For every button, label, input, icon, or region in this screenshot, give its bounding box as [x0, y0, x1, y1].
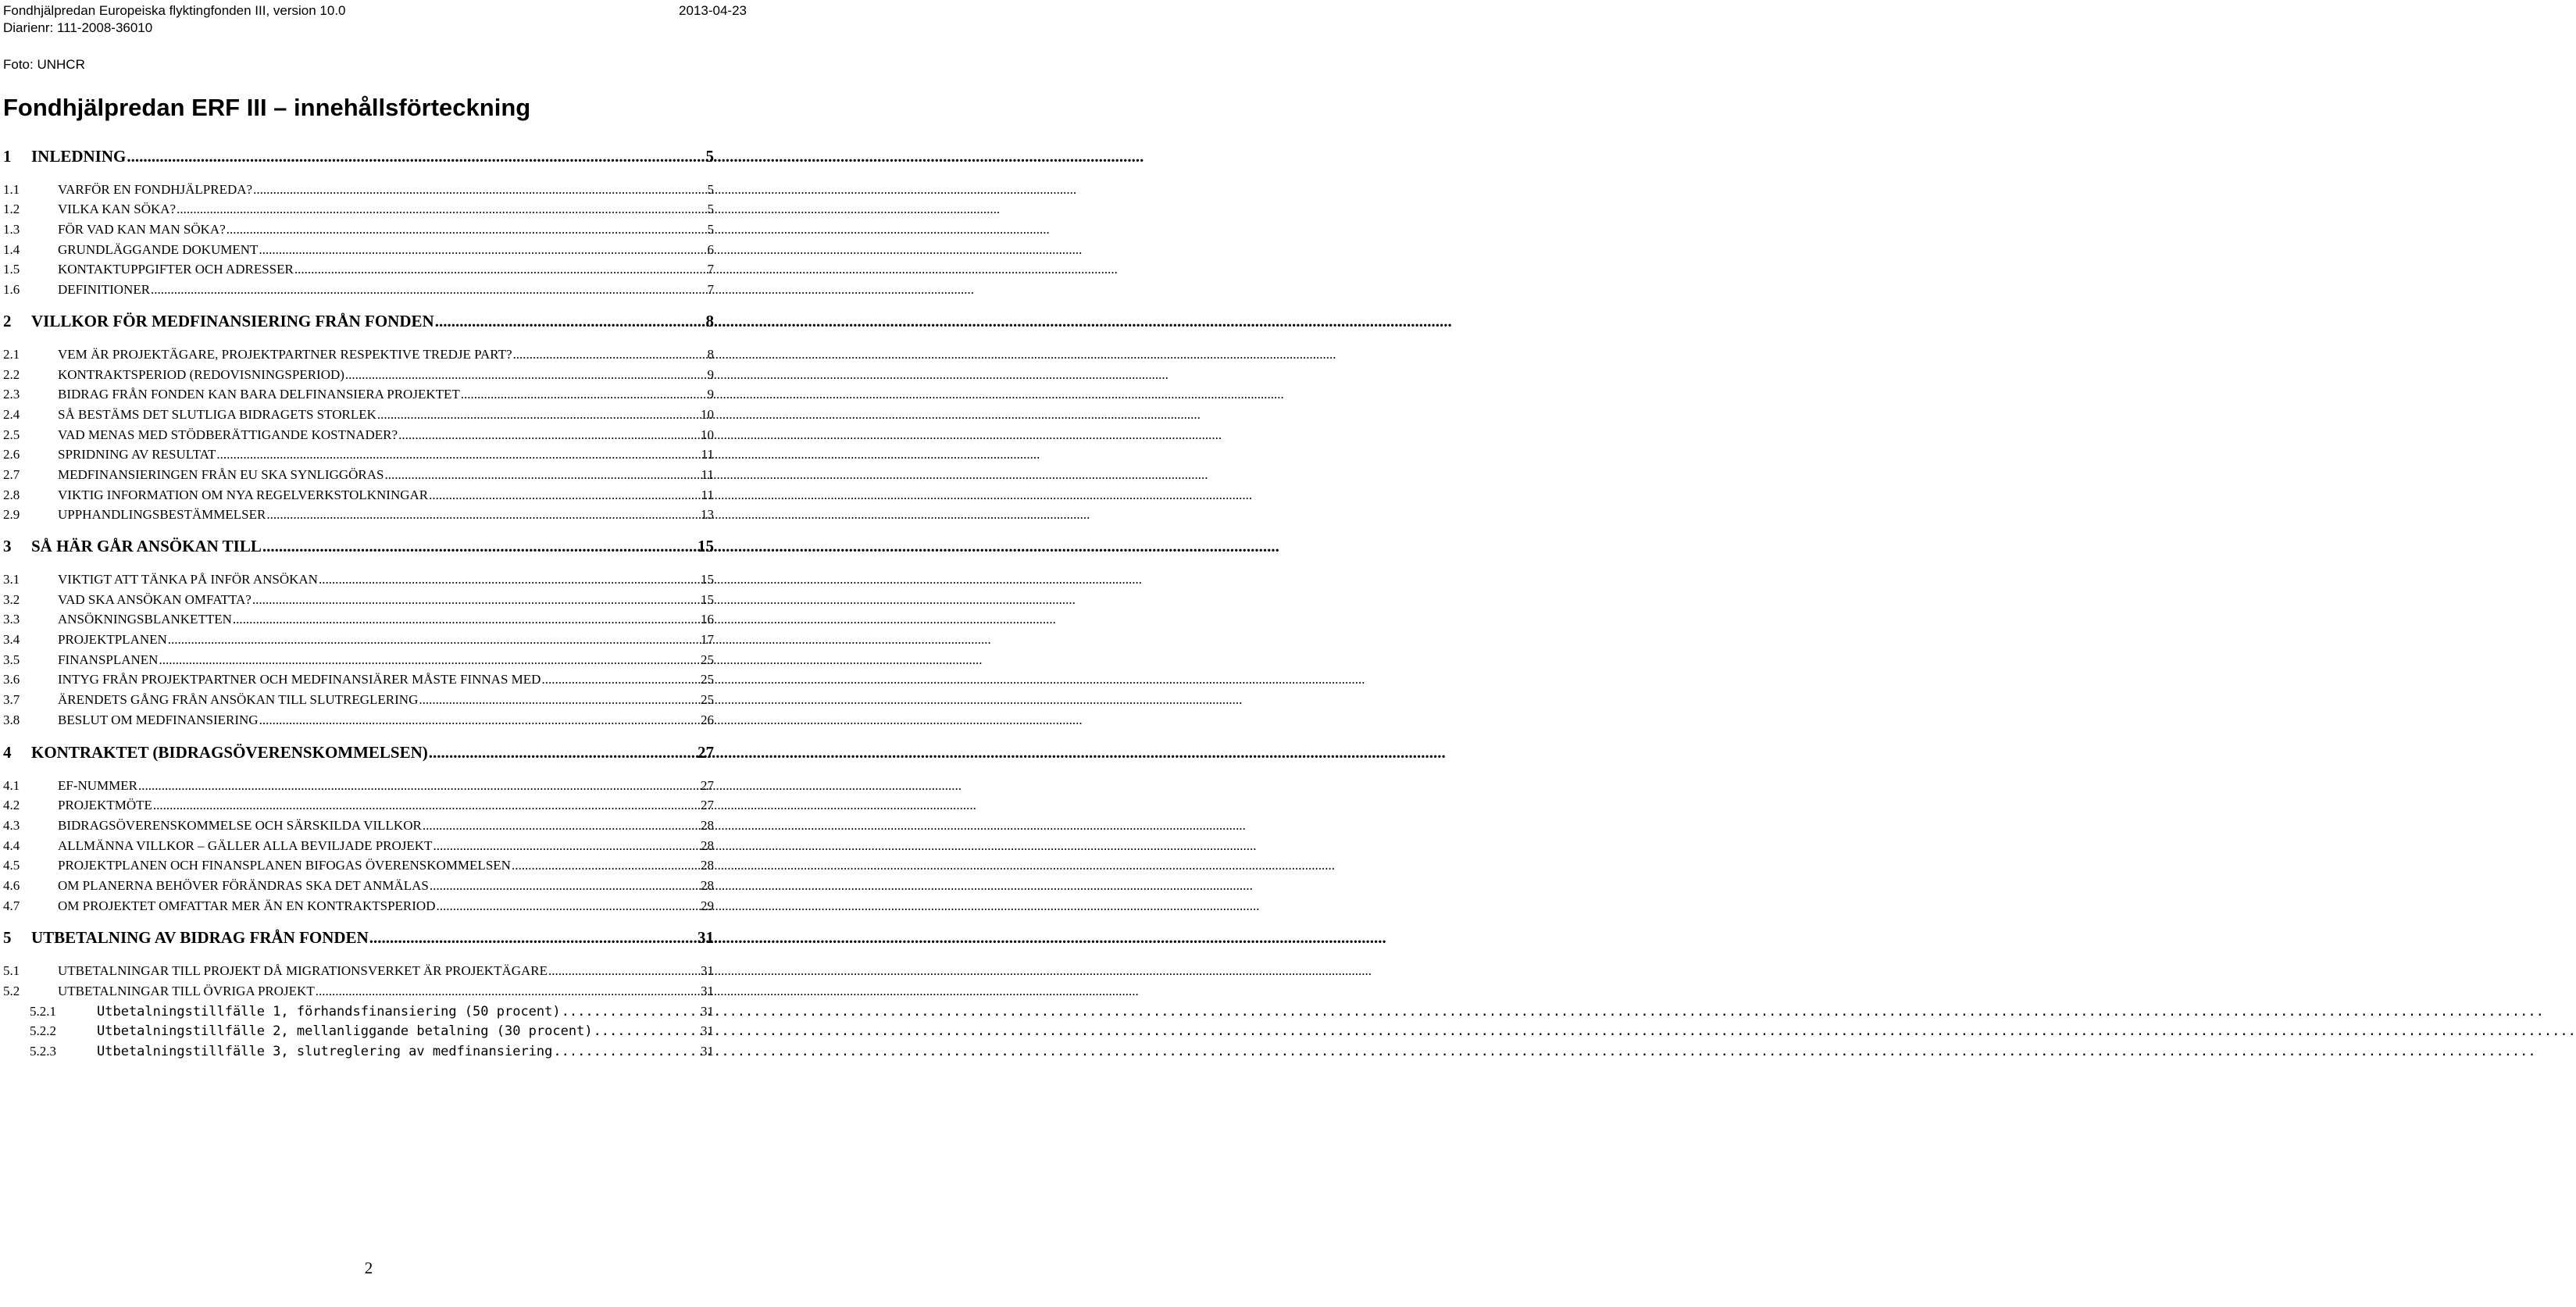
toc-number: 1.4	[3, 242, 20, 257]
toc-entry[interactable]	[3, 366, 714, 384]
toc-leader	[594, 1023, 700, 1040]
toc-entry[interactable]	[3, 1023, 714, 1040]
toc-leader	[384, 466, 700, 484]
toc-number: 4.1	[3, 778, 20, 793]
toc-page: 5	[707, 222, 714, 237]
toc-title: BIDRAG FRÅN FONDEN KAN BARA DELFINANSIERA PROJEKTET	[58, 387, 460, 402]
toc-page: 11	[701, 467, 714, 482]
toc-page: 6	[707, 242, 714, 257]
toc-page: 15	[701, 572, 714, 587]
toc-number: 3.2	[3, 592, 20, 607]
toc-page: 31	[701, 1004, 714, 1019]
toc-leader	[461, 386, 707, 403]
toc-number: 4.4	[3, 838, 20, 853]
toc-number: 2.4	[3, 407, 20, 422]
toc-number: 5.2.3	[30, 1044, 56, 1059]
toc-entry[interactable]	[3, 691, 714, 709]
toc-leader	[138, 777, 700, 795]
toc-page: 10	[701, 407, 714, 422]
toc-entry[interactable]	[3, 898, 714, 915]
toc-leader	[153, 797, 700, 814]
toc-entry[interactable]	[3, 1003, 714, 1020]
toc-leader	[259, 241, 706, 259]
toc-number: 3	[3, 537, 12, 555]
toc-page: 27	[701, 798, 714, 812]
toc-title: ALLMÄNNA VILLKOR – GÄLLER ALLA BEVILJADE PROJEKT	[58, 838, 433, 853]
toc-title: PROJEKTMÖTE	[58, 798, 152, 812]
page-number-text: 2	[364, 1259, 373, 1277]
toc-entry[interactable]	[3, 1043, 714, 1060]
photo-credit: Foto: UNHCR	[3, 57, 85, 72]
toc-number: 5.1	[3, 963, 20, 978]
toc-page: 17	[701, 632, 714, 647]
toc-page: 8	[707, 347, 714, 362]
toc-number: 5.2	[3, 984, 20, 998]
toc-number: 1.2	[3, 202, 20, 216]
toc-number: 4.6	[3, 878, 20, 893]
toc-number: 2.2	[3, 367, 20, 382]
toc-entry[interactable]	[3, 983, 714, 1000]
toc-leader	[433, 837, 700, 855]
toc-number: 3.1	[3, 572, 20, 587]
page-title: Fondhjälpredan ERF III – innehållsförteckning	[3, 94, 531, 121]
toc-title: OM PLANERNA BEHÖVER FÖRÄNDRAS SKA DET ANMÄLAS	[58, 878, 429, 893]
toc-page: 31	[701, 1023, 714, 1038]
toc-title: VEM ÄR PROJEKTÄGARE, PROJEKTPARTNER RESPEKTIVE TREDJE PART?	[58, 347, 512, 362]
toc-entry[interactable]	[3, 571, 714, 588]
toc-leader	[423, 817, 700, 834]
toc-title: VAD SKA ANSÖKAN OMFATTA?	[58, 592, 252, 607]
toc-number: 3.8	[3, 712, 20, 727]
toc-entry[interactable]	[3, 652, 714, 669]
toc-entry[interactable]	[3, 346, 714, 363]
toc-leader	[513, 346, 707, 363]
toc-title: UTBETALNING AV BIDRAG FRÅN FONDEN	[31, 928, 369, 947]
toc-entry[interactable]	[3, 671, 714, 688]
toc-page: 31	[701, 1044, 714, 1059]
toc-title: GRUNDLÄGGANDE DOKUMENT	[58, 242, 259, 257]
toc-title: VILLKOR FÖR MEDFINANSIERING FRÅN FONDEN	[31, 312, 434, 330]
toc-leader	[262, 536, 697, 556]
toc-page: 25	[701, 652, 714, 667]
toc-page: 13	[701, 507, 714, 522]
toc-leader	[436, 898, 700, 915]
toc-title: OM PROJEKTET OMFATTAR MER ÄN EN KONTRAKTSPERIOD	[58, 898, 436, 913]
toc-title: SPRIDNING AV RESULTAT	[58, 447, 216, 462]
toc-number: 1.1	[3, 182, 20, 197]
toc-number: 3.3	[3, 612, 20, 627]
toc-page: 5	[707, 202, 714, 216]
toc-title: BESLUT OM MEDFINANSIERING	[58, 712, 259, 727]
toc-entry[interactable]	[3, 506, 714, 523]
toc-number: 2.3	[3, 387, 20, 402]
toc-number: 4.2	[3, 798, 20, 812]
toc-page: 16	[701, 612, 714, 627]
toc-leader	[253, 181, 706, 198]
toc-number: 5.2.1	[30, 1004, 56, 1019]
toc-entry[interactable]	[3, 146, 714, 166]
toc-entry[interactable]	[3, 427, 714, 444]
toc-entry[interactable]	[3, 281, 714, 298]
toc-entry[interactable]	[3, 631, 714, 648]
toc-page: 8	[705, 312, 714, 330]
toc-page: 25	[701, 692, 714, 707]
toc-title: PROJEKTPLANEN	[58, 632, 167, 647]
document-date: 2013-04-23	[679, 3, 747, 18]
toc-number: 5.2.2	[30, 1023, 56, 1038]
toc-number: 4.3	[3, 818, 20, 833]
toc-leader	[159, 652, 700, 669]
toc-leader	[345, 366, 707, 384]
toc-entry[interactable]	[3, 611, 714, 628]
toc-entry[interactable]	[3, 181, 714, 198]
toc-title: Utbetalningstillfälle 2, mellanliggande betalning (30 procent)	[97, 1023, 593, 1039]
toc-entry[interactable]	[3, 386, 714, 403]
toc-page: 28	[701, 838, 714, 853]
toc-number: 4.5	[3, 858, 20, 873]
toc-leader	[553, 1043, 700, 1060]
toc-title: BIDRAGSÖVERENSKOMMELSE OCH SÄRSKILDA VILLKOR	[58, 818, 422, 833]
toc-title: UTBETALNINGAR TILL ÖVRIGA PROJEKT	[58, 984, 315, 998]
toc-leader	[429, 487, 701, 504]
toc-number: 5	[3, 928, 12, 947]
toc-title: PROJEKTPLANEN OCH FINANSPLANEN BIFOGAS ÖVERENSKOMMELSEN	[58, 858, 511, 873]
toc-entry[interactable]	[3, 962, 714, 980]
toc-title: MEDFINANSIERINGEN FRÅN EU SKA SYNLIGGÖRAS	[58, 467, 384, 482]
toc-entry[interactable]	[3, 311, 714, 331]
toc-number: 2.6	[3, 447, 20, 462]
toc-page: 28	[701, 818, 714, 833]
toc-leader	[562, 1003, 700, 1020]
toc-entry[interactable]	[3, 817, 714, 834]
toc-entry[interactable]	[3, 712, 714, 729]
toc-page: 31	[701, 963, 714, 978]
toc-leader	[512, 857, 700, 874]
toc-number: 4.7	[3, 898, 20, 913]
toc-number: 2.9	[3, 507, 20, 522]
toc-number: 1	[3, 147, 12, 166]
toc-page: 15	[701, 592, 714, 607]
toc-title: SÅ HÄR GÅR ANSÖKAN TILL	[31, 537, 262, 555]
toc-number: 3.5	[3, 652, 20, 667]
toc-entry[interactable]	[3, 221, 714, 238]
toc-title: INLEDNING	[31, 147, 127, 166]
toc-page: 15	[698, 537, 714, 555]
toc-entry[interactable]	[3, 487, 714, 504]
toc-entry[interactable]	[3, 837, 714, 855]
toc-number: 2.7	[3, 467, 20, 482]
toc-title: KONTRAKTSPERIOD (REDOVISNINGSPERIOD)	[58, 367, 344, 382]
toc-leader	[398, 427, 700, 444]
toc-page: 29	[701, 898, 714, 913]
toc-title: UPPHANDLINGSBESTÄMMELSER	[58, 507, 266, 522]
toc-leader	[177, 201, 706, 218]
toc-title: VARFÖR EN FONDHJÄLPREDA?	[58, 182, 253, 197]
toc-leader	[419, 691, 700, 709]
toc-number: 2.5	[3, 427, 20, 442]
toc-title: VILKA KAN SÖKA?	[58, 202, 177, 216]
toc-leader	[259, 712, 700, 729]
toc-page: 7	[707, 282, 714, 297]
toc-title: INTYG FRÅN PROJEKTPARTNER OCH MEDFINANSIÄRER MÅSTE FINNAS MED	[58, 672, 541, 687]
toc-title: ANSÖKNINGSBLANKETTEN	[58, 612, 232, 627]
toc-entry[interactable]	[3, 466, 714, 484]
toc-number: 1.5	[3, 262, 20, 277]
toc-entry[interactable]	[3, 261, 714, 278]
toc-leader	[266, 506, 700, 523]
toc-number: 2	[3, 312, 12, 330]
toc-title: KONTRAKTET (BIDRAGSÖVERENSKOMMELSEN)	[31, 743, 428, 762]
toc-page: 28	[701, 858, 714, 873]
toc-page: 5	[707, 182, 714, 197]
toc-leader	[316, 983, 700, 1000]
toc-title: FÖR VAD KAN MAN SÖKA?	[58, 222, 226, 237]
toc-title: ÄRENDETS GÅNG FRÅN ANSÖKAN TILL SLUTREGLERING	[58, 692, 419, 707]
toc-leader	[548, 962, 700, 980]
toc-title: FINANSPLANEN	[58, 652, 159, 667]
toc-title: Utbetalningstillfälle 3, slutreglering av medfinansiering	[97, 1044, 553, 1059]
toc-title: SÅ BESTÄMS DET SLUTLIGA BIDRAGETS STORLEK	[58, 407, 376, 422]
document-version: Fondhjälpredan Europeiska flyktingfonden III, version 10.0	[3, 3, 346, 18]
toc-leader	[319, 571, 700, 588]
toc-entry[interactable]	[3, 777, 714, 795]
toc-leader	[429, 742, 697, 762]
toc-page: 11	[701, 447, 714, 462]
toc-leader	[541, 671, 700, 688]
toc-page: 31	[698, 928, 714, 947]
toc-title: DEFINITIONER	[58, 282, 151, 297]
toc-title: Utbetalningstillfälle 1, förhandsfinansiering (50 procent)	[97, 1004, 561, 1020]
toc-page: 9	[707, 367, 714, 382]
toc-leader	[377, 406, 700, 423]
toc-leader	[233, 611, 700, 628]
toc-page: 25	[701, 672, 714, 687]
toc-entry[interactable]	[3, 536, 714, 556]
toc-leader	[168, 631, 700, 648]
toc-entry[interactable]	[3, 877, 714, 895]
toc-title: KONTAKTUPPGIFTER OCH ADRESSER	[58, 262, 294, 277]
toc-entry[interactable]	[3, 591, 714, 609]
toc-leader	[227, 221, 707, 238]
toc-entry[interactable]	[3, 797, 714, 814]
toc-title: VIKTIGT ATT TÄNKA PÅ INFÖR ANSÖKAN	[58, 572, 318, 587]
toc-leader	[435, 311, 705, 331]
toc-entry[interactable]	[3, 446, 714, 463]
toc-page: 26	[701, 712, 714, 727]
toc-leader	[430, 877, 700, 895]
toc-number: 2.1	[3, 347, 20, 362]
toc-number: 3.4	[3, 632, 20, 647]
toc-leader	[252, 591, 700, 609]
diary-number: Diarienr: 111-2008-36010	[3, 20, 153, 35]
toc-entry[interactable]	[3, 927, 714, 948]
toc-leader	[127, 146, 705, 166]
toc-title: EF-NUMMER	[58, 778, 138, 793]
toc-number: 4	[3, 743, 12, 762]
toc-page: 27	[698, 743, 714, 762]
toc-leader	[369, 927, 697, 948]
toc-entry[interactable]	[3, 857, 714, 874]
toc-page: 31	[701, 984, 714, 998]
toc-entry[interactable]	[3, 201, 714, 218]
toc-number: 1.6	[3, 282, 20, 297]
toc-page: 11	[701, 487, 714, 502]
toc-entry[interactable]	[3, 241, 714, 259]
toc-page: 7	[707, 262, 714, 277]
toc-leader	[151, 281, 706, 298]
toc-leader	[216, 446, 700, 463]
toc-entry[interactable]	[3, 742, 714, 762]
toc-page: 27	[701, 778, 714, 793]
toc-page: 5	[705, 147, 714, 166]
toc-number: 3.6	[3, 672, 20, 687]
toc-leader	[294, 261, 707, 278]
toc-number: 1.3	[3, 222, 20, 237]
toc-page: 28	[701, 878, 714, 893]
page-number	[0, 1259, 750, 1278]
toc-number: 2.8	[3, 487, 20, 502]
toc-title: VAD MENAS MED STÖDBERÄTTIGANDE KOSTNADER?	[58, 427, 398, 442]
toc-page: 9	[707, 387, 714, 402]
toc-number: 3.7	[3, 692, 20, 707]
toc-entry[interactable]	[3, 406, 714, 423]
toc-page: 10	[701, 427, 714, 442]
toc-title: VIKTIG INFORMATION OM NYA REGELVERKSTOLKNINGAR	[58, 487, 429, 502]
toc-title: UTBETALNINGAR TILL PROJEKT DÅ MIGRATIONSVERKET ÄR PROJEKTÄGARE	[58, 963, 548, 978]
